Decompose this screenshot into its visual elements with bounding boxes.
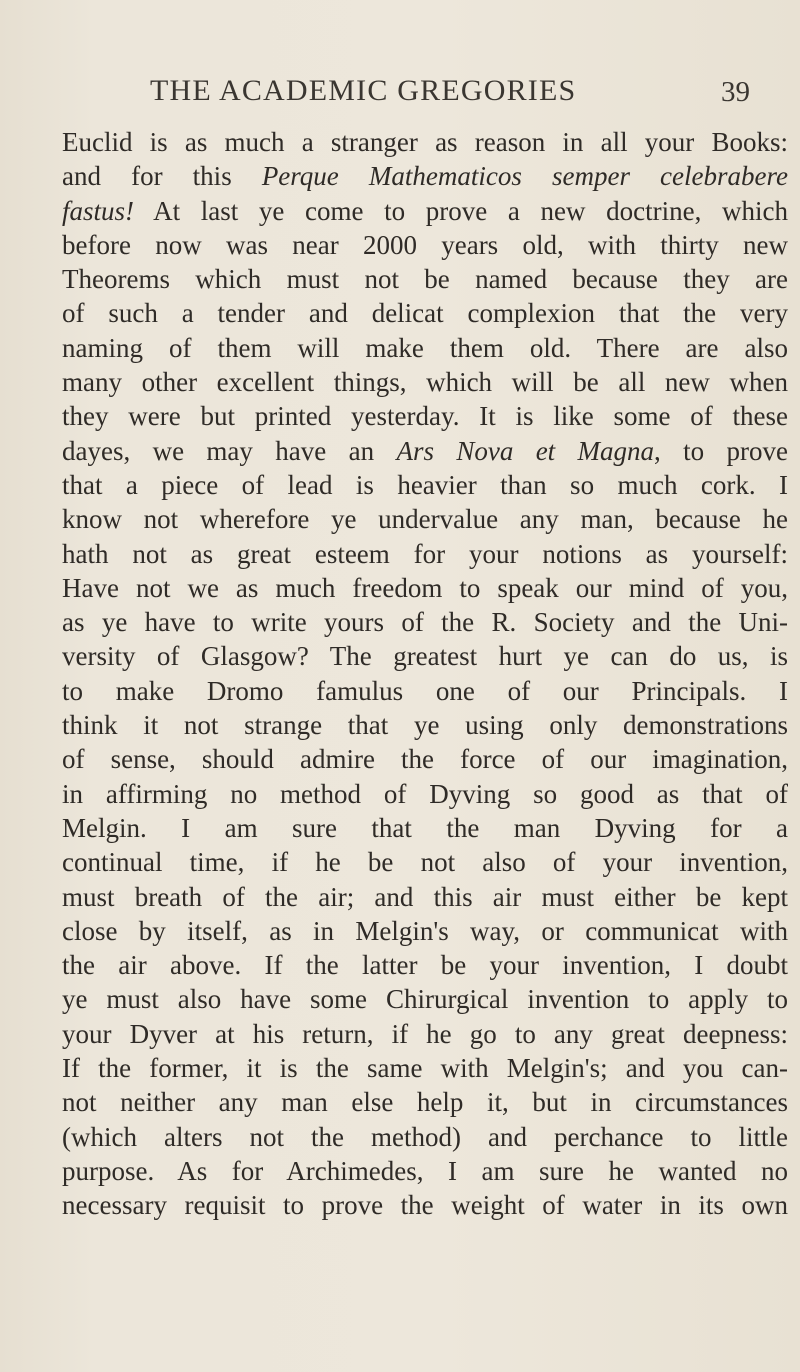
text-line	[62, 365, 788, 399]
text-line	[62, 811, 788, 845]
text-segment: before now was near 2000 years old, with thirty new	[62, 229, 788, 260]
text-segment: hath not as great esteem for your notions as yourself:	[62, 538, 788, 569]
text-line	[62, 777, 788, 811]
text-line	[62, 708, 788, 742]
text-line	[62, 125, 788, 159]
page-number: 39	[721, 76, 750, 108]
text-line	[62, 1017, 788, 1051]
text-line	[62, 639, 788, 673]
text-line	[62, 605, 788, 639]
text-line	[62, 1154, 788, 1188]
text-segment: many other excellent things, which will be all new when	[62, 367, 788, 398]
text-segment: Melgin. I am sure that the man Dyving for a	[62, 812, 788, 843]
italic-text-segment: Ars Nova et Magna	[396, 435, 655, 466]
text-line	[62, 537, 788, 571]
text-segment: dayes, we may have an	[62, 435, 397, 466]
text-segment: necessary requisit to prove the weight of water in its own	[62, 1190, 788, 1221]
text-segment: , to prove	[654, 435, 788, 466]
text-segment: the air above. If the latter be your invention, I doubt	[62, 950, 788, 981]
text-line	[62, 296, 788, 330]
text-segment: and for this	[62, 161, 262, 192]
text-segment: that a piece of lead is heavier than so much cork. I	[62, 469, 788, 500]
text-line	[62, 502, 788, 536]
running-title: THE ACADEMIC GREGORIES	[150, 74, 577, 107]
text-line	[62, 1085, 788, 1119]
text-line	[62, 434, 788, 468]
text-segment: Euclid is as much a stranger as reason in all your Books:	[62, 127, 788, 157]
text-segment: Have not we as much freedom to speak our mind of you,	[62, 572, 788, 603]
text-line	[62, 948, 788, 982]
text-segment: must breath of the air; and this air must either be kept	[62, 881, 788, 912]
text-line	[62, 194, 788, 228]
text-line	[62, 262, 788, 296]
text-line	[62, 1051, 788, 1085]
text-line	[62, 982, 788, 1016]
text-segment: At last ye come to prove a new doctrine, which	[134, 195, 788, 226]
text-segment: as ye have to write yours of the R. Society and the Uni-	[62, 607, 788, 638]
text-line	[62, 159, 788, 193]
text-line	[62, 914, 788, 948]
running-head	[90, 74, 750, 122]
text-line	[62, 845, 788, 879]
text-segment: of such a tender and delicat complexion that the very	[62, 298, 788, 329]
text-line	[62, 880, 788, 914]
text-segment: ye must also have some Chirurgical invention to apply to	[62, 984, 788, 1015]
text-segment: versity of Glasgow? The greatest hurt ye can do us, is	[62, 641, 788, 672]
text-segment: (which alters not the method) and perchance to little	[62, 1121, 788, 1152]
text-segment: naming of them will make them old. There are also	[62, 332, 788, 363]
body-text	[62, 125, 788, 1223]
text-segment: continual time, if he be not also of your invention,	[62, 847, 788, 878]
text-segment: your Dyver at his return, if he go to any great deepness:	[62, 1018, 788, 1049]
italic-text-segment: Perque Mathematicos semper celebrabere	[261, 161, 788, 192]
text-segment: close by itself, as in Melgin's way, or communicat with	[62, 915, 788, 946]
text-segment: know not wherefore ye undervalue any man, because he	[62, 504, 788, 535]
text-segment: they were but printed yesterday. It is like some of these	[62, 401, 788, 432]
text-segment: Theorems which must not be named because they are	[62, 264, 788, 295]
text-line	[62, 1120, 788, 1154]
text-segment: in affirming no method of Dyving so good as that of	[62, 778, 788, 809]
text-line	[62, 1188, 788, 1222]
text-segment: of sense, should admire the force of our imagination,	[62, 744, 788, 775]
text-segment: If the former, it is the same with Melgin's; and you can-	[62, 1053, 788, 1084]
italic-text-segment: fastus!	[62, 195, 135, 226]
text-line	[62, 571, 788, 605]
text-line	[62, 399, 788, 433]
text-line	[62, 228, 788, 262]
text-segment: purpose. As for Archimedes, I am sure he wanted no	[62, 1155, 788, 1186]
text-segment: think it not strange that ye using only demonstrations	[62, 710, 788, 741]
text-line	[62, 468, 788, 502]
text-line	[62, 674, 788, 708]
text-line	[62, 331, 788, 365]
text-line	[62, 742, 788, 776]
text-segment: not neither any man else help it, but in circumstances	[62, 1087, 788, 1118]
text-segment: to make Dromo famulus one of our Principals. I	[62, 675, 788, 706]
